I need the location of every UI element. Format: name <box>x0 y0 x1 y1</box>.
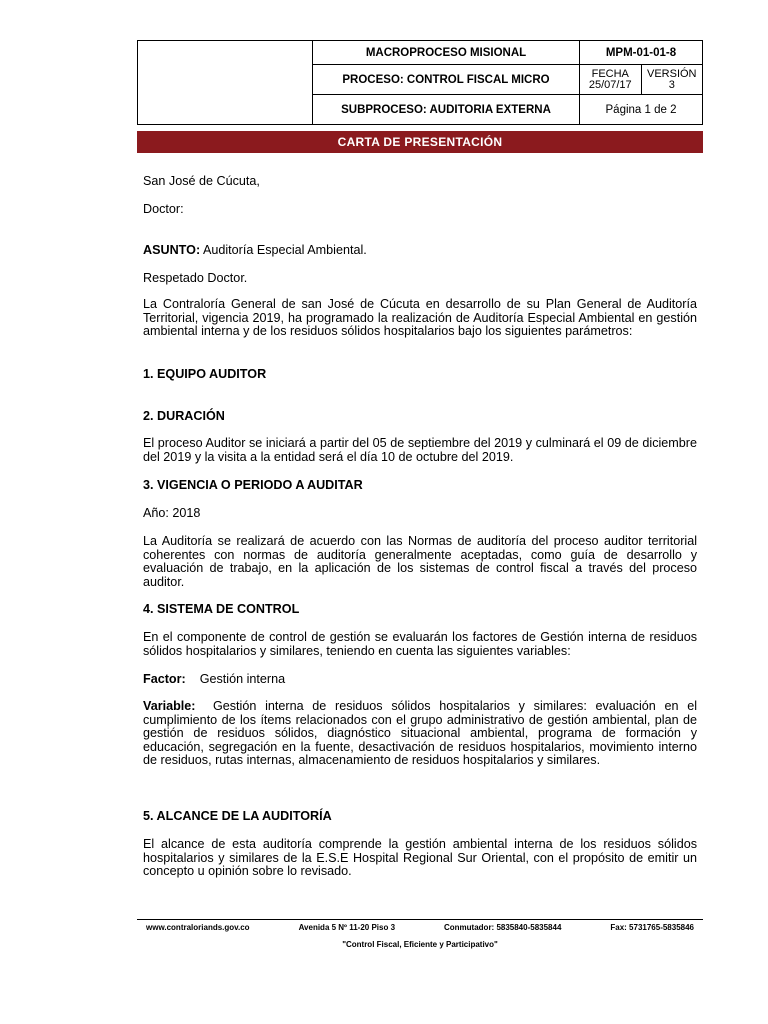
variable-paragraph <box>143 700 697 768</box>
asunto-line <box>143 244 697 258</box>
section-2-title: 2. DURACIÓN <box>143 409 225 423</box>
factor-text: Gestión interna <box>199 672 286 686</box>
factor-label: Factor: <box>143 672 186 686</box>
version-label: VERSIÓN <box>646 67 697 80</box>
footer-address: Avenida 5 Nº 11-20 Piso 3 <box>298 923 396 932</box>
variable-label: Variable: <box>143 699 196 713</box>
footer-website: www.contraloriands.gov.co <box>146 923 250 932</box>
asunto-text: Auditoría Especial Ambiental. <box>200 243 367 257</box>
section-2-text: El proceso Auditor se iniciará a partir del 05 de septiembre del 2019 y culminará el 09 de diciembre del 2019 y la visita a la entidad será el día 10 de octubre del 2019. <box>143 436 697 464</box>
footer-divider <box>137 919 703 920</box>
version-value: 3 <box>668 78 675 91</box>
footer-fax: Fax: 5731765-5835846 <box>610 923 694 932</box>
section-4-title: 4. SISTEMA DE CONTROL <box>143 602 300 616</box>
section-5-text: El alcance de esta auditoría comprende la gestión ambiental interna de los residuos sólidos hospitalarios y similares de la E.S.E Hospital Regional Sur Oriental, con el propósito de emitir un concepto u opinión sobre lo revisado. <box>143 837 697 878</box>
fecha-block <box>580 65 641 94</box>
logo-cell <box>138 41 313 125</box>
section-5-title: 5. ALCANCE DE LA AUDITORÍA <box>143 809 332 823</box>
macroproceso-cell: MACROPROCESO MISIONAL <box>313 41 580 65</box>
letter-salutation-to: Doctor: <box>143 202 184 216</box>
page-number: Página 1 de 2 <box>580 95 703 125</box>
section-4-text: En el componente de control de gestión se evaluarán los factores de Gestión interna de residuos sólidos hospitalarios y similares, teniendo en cuenta las siguientes variables: <box>143 630 697 658</box>
footer-phone: Conmutador: 5835840-5835844 <box>444 923 562 932</box>
fecha-version-cell <box>580 65 703 95</box>
greeting: Respetado Doctor. <box>143 271 248 285</box>
asunto-label: ASUNTO: <box>143 243 201 257</box>
fecha-value: 25/07/17 <box>588 78 632 91</box>
section-1-title: 1. EQUIPO AUDITOR <box>143 367 267 381</box>
document-header-table <box>137 40 703 125</box>
section-3-year: Año: 2018 <box>143 506 201 520</box>
subproceso-cell: SUBPROCESO: AUDITORIA EXTERNA <box>313 95 580 125</box>
footer-contact-row <box>146 923 694 932</box>
fecha-label: FECHA <box>591 67 629 80</box>
footer-motto: "Control Fiscal, Eficiente y Participativo" <box>342 940 498 949</box>
section-banner: CARTA DE PRESENTACIÓN <box>137 131 703 153</box>
section-3-text: La Auditoría se realizará de acuerdo con las Normas de auditoría del proceso auditor territorial coherentes con normas de auditoría generalmente aceptadas, como guía de desarrollo y evaluación de trabajo, en la aplicación de los sistemas de control fiscal a través del proceso auditor. <box>143 534 697 589</box>
section-3-title: 3. VIGENCIA O PERIODO A AUDITAR <box>143 478 363 492</box>
variable-text: Gestión interna de residuos sólidos hospitalarios y similares: evaluación en el cumplimiento de los ítems relacionados con el grupo administrativo de gestión ambiental, plan de gestión de residuos sólidos, diagnóstico situacional ambiental, programa de formación y educación, segregación en la fuente, desactivación de residuos hospitalarios, movimiento interno de residuos, rutas internas, almacenamiento de residuos hospitalarios y similares. <box>143 699 698 767</box>
document-code: MPM-01-01-8 <box>580 41 703 65</box>
intro-paragraph: La Contraloría General de san José de Cúcuta en desarrollo de su Plan General de Auditoría Territorial, vigencia 2019, ha programado la realización de Auditoría Especial Ambiental en gestión ambiental interna y de los residuos sólidos hospitalarios bajo los siguientes parámetros: <box>143 297 697 338</box>
proceso-cell: PROCESO: CONTROL FISCAL MICRO <box>313 65 580 95</box>
letter-place: San José de Cúcuta, <box>143 174 260 188</box>
version-block <box>641 65 703 94</box>
factor-line <box>143 673 697 687</box>
